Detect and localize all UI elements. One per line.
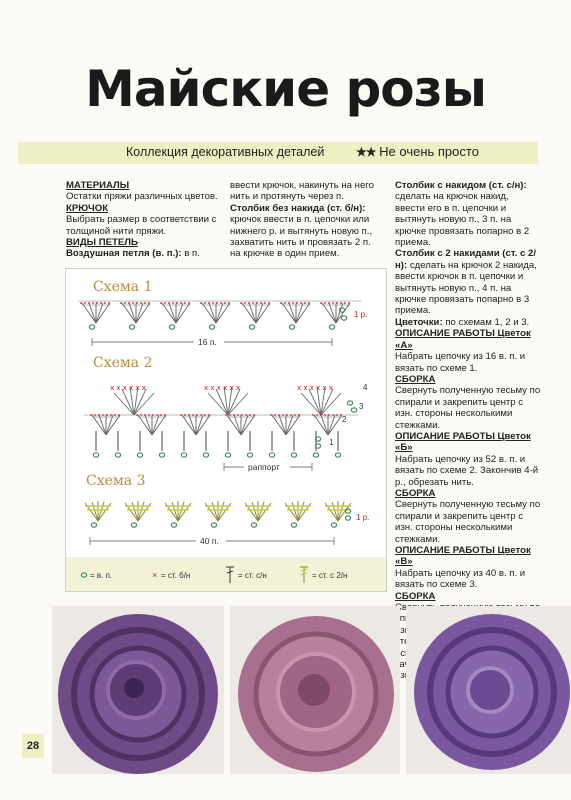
- assembly-c-heading: СБОРКА: [395, 590, 436, 602]
- single-crochet-text: крючок ввести в п. цепочки или нижнего р. и вытянуть новую п., захватить нить и провязать 2 п. на крючке в один прием.: [230, 214, 373, 260]
- flower-c-heading: ОПИСАНИЕ РАБОТЫ Цветок «В»: [395, 545, 531, 568]
- collection-subtitle: Коллекция декоративных деталей: [126, 145, 325, 159]
- rose-photo-a: [52, 606, 224, 774]
- double-crochet-text: сделать на крючок накид, ввести его в п. цепочки и вытянуть новую п., 3 п. на крючке провязать попарно в 2 приема.: [395, 191, 530, 249]
- rose-photo-b: [230, 606, 400, 774]
- assembly-a-heading: СБОРКА: [395, 373, 436, 385]
- schemes-svg: x x x x x x Схема 1 1 р. 16 п. Схема 2 4 3 2 1 раппорт Схема 3 1 р. 40 п. = в. п. × = ст. б/н = ст. с/н = ст. с 2/н: [66, 269, 386, 591]
- scheme-2-title: Схема 2: [93, 355, 153, 371]
- chain-stitch-cont: ввести крючок, накинуть на него нить и протянуть через п.: [230, 180, 374, 203]
- scheme-2-row-3: 3: [359, 402, 364, 411]
- difficulty-stars-icon: ★★: [356, 145, 376, 159]
- assembly-b-text: Свернуть полученную тесьму по спирали и закрепить центр с изн. стороны несколькими стежками.: [395, 499, 541, 545]
- text-column-1: [66, 180, 220, 260]
- text-column-2: [230, 180, 380, 260]
- flower-a-heading: ОПИСАНИЕ РАБОТЫ Цветок «А»: [395, 328, 531, 351]
- scheme-2-row-1: 1: [329, 438, 334, 447]
- materials-text: Остатки пряжи различных цветов.: [66, 191, 218, 203]
- flower-c-text: Набрать цепочку из 40 в. п. и вязать по схеме 3.: [395, 567, 526, 591]
- chain-stitch-label: Воздушная петля (в. п.):: [66, 248, 182, 260]
- rose-a-image: [52, 606, 224, 774]
- scheme-3-row-label: 1 р.: [356, 513, 370, 522]
- scheme-2-row-4: 4: [363, 383, 368, 392]
- single-crochet-icon: ×: [152, 570, 158, 580]
- flowers-desc: [395, 317, 541, 328]
- flower-b-text: Набрать цепочку из 52 в. п. и вязать по схеме 2. Закончив 4-й р., обрезать нить.: [395, 453, 539, 488]
- chain-stitch-text: в п.: [181, 248, 200, 260]
- page-number: 28: [22, 734, 44, 758]
- page-title: Майские розы: [85, 60, 486, 118]
- flowers-text: по схемам 1, 2 и 3.: [442, 316, 530, 328]
- crochet-schemes-panel: [42, 266, 387, 592]
- scheme-1-row-label: 1 р.: [354, 310, 368, 319]
- legend-tr-label: = ст. с 2/н: [312, 571, 348, 580]
- stitches-heading: ВИДЫ ПЕТЕЛЬ: [66, 237, 138, 249]
- double-crochet-desc: [395, 180, 541, 248]
- single-crochet-desc: [230, 203, 380, 260]
- scheme-1-title: Схема 1: [93, 279, 153, 295]
- rose-photo-c: [406, 606, 571, 774]
- flowers-label: Цветочки:: [395, 316, 443, 328]
- scheme-1-count: 16 п.: [198, 337, 217, 347]
- legend-dc-label: = ст. с/н: [238, 571, 267, 580]
- treble-crochet-desc: [395, 248, 541, 316]
- scheme-2-row-2: 2: [342, 415, 347, 424]
- assembly-b-heading: СБОРКА: [395, 487, 436, 499]
- materials-heading: МАТЕРИАЛЫ: [66, 180, 130, 191]
- flower-a-text: Набрать цепочку из 16 в. п. и вязать по схеме 1.: [395, 351, 526, 374]
- legend-chain-label: = в. п.: [90, 571, 113, 580]
- assembly-c-body: изн. изн.: [395, 624, 413, 682]
- rose-b-image: [230, 606, 400, 774]
- header-band: [18, 142, 538, 164]
- scheme-2-repeat-label: раппорт: [248, 462, 280, 472]
- legend-sc-label: = ст. б/н: [161, 571, 191, 580]
- rose-c-image: [406, 606, 571, 774]
- scheme-3-count: 40 п.: [200, 536, 219, 546]
- difficulty-indicator: [356, 144, 479, 159]
- treble-crochet-text: сделать на крючок 2 накида, ввести крючок в п. цепочки и вытянуть новую п., 4 п. на крючке провязать попарно в 3 приема.: [395, 259, 537, 317]
- scheme-3-title: Схема 3: [86, 473, 146, 489]
- single-crochet-label: Столбик без накида (ст. б/н):: [230, 202, 366, 214]
- flower-b-heading: ОПИСАНИЕ РАБОТЫ Цветок «Б»: [395, 430, 531, 454]
- assembly-a-text: Свернуть полученную тесьму по спирали и закрепить центр с изн. стороны несколькими стежками.: [395, 385, 541, 431]
- treble-crochet-label: Столбик с 2 накидами (ст. с 2/н):: [395, 248, 537, 271]
- chain-stitch-desc: [66, 248, 220, 259]
- hook-text: Выбрать размер в соответствии с толщиной нити пряжи.: [66, 214, 217, 237]
- hook-heading: КРЮЧОК: [66, 202, 109, 214]
- difficulty-label: Не очень просто: [379, 144, 479, 159]
- double-crochet-label: Столбик с накидом (ст. с/н):: [395, 180, 527, 191]
